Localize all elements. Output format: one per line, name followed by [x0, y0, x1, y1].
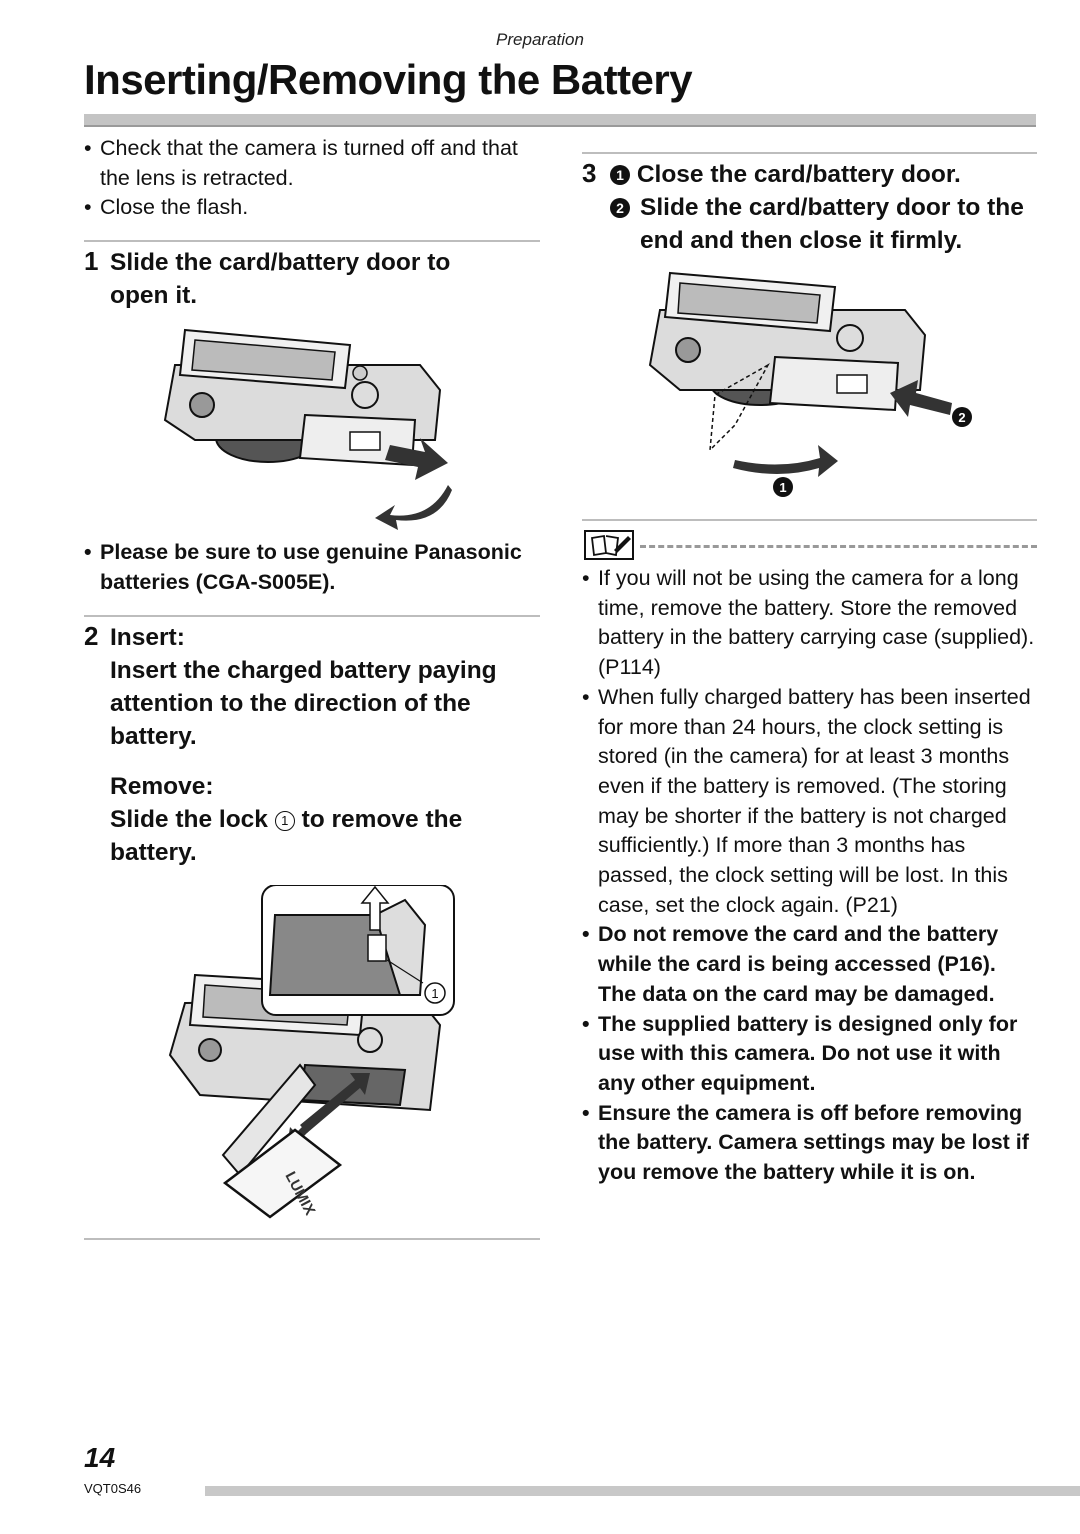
genuine-battery-note — [84, 538, 534, 597]
step2-insert-text: Insert the charged battery paying attention to the direction of the battery. — [110, 657, 497, 750]
step3-text2: Slide the card/battery door to the end and then close it firmly. — [640, 194, 1024, 254]
memo-icon — [584, 530, 634, 560]
warning-note: • Do not remove the card and the battery while the card is being accessed (P16). The data on the card may be damaged. — [582, 920, 1037, 1009]
divider — [84, 1238, 540, 1240]
step3-marker2-wrap — [610, 191, 630, 224]
note-item: • When fully charged battery has been inserted for more than 24 hours, the clock setting is stored (in the camera) for at least 3 months even if the battery is removed. (The storing may be shorter if the battery is not charged sufficiently.) If more than 3 months has passed, the clock setting will be lost. In this case, set the clock again. (P21) — [582, 683, 1037, 921]
remove-text-post: to remove the battery. — [110, 806, 463, 866]
step3-marker2: 2 — [610, 198, 630, 218]
intro-bullets — [84, 134, 534, 223]
title-underline-shadow — [84, 125, 1036, 127]
memo-dashed-line — [640, 545, 1037, 548]
intro-bullet: • Check that the camera is turned off and that the lens is retracted. — [84, 134, 534, 193]
note-item: • If you will not be using the camera for a long time, remove the battery. Store the removed battery in the battery carrying case (supplied). (P114) — [582, 564, 1037, 683]
step3-marker1: 1 — [610, 165, 630, 185]
divider — [582, 519, 1037, 521]
page-number: 14 — [84, 1442, 116, 1473]
divider — [84, 240, 540, 242]
camera-close-door-figure — [640, 265, 980, 505]
step2-insert-label: Insert: — [110, 624, 185, 651]
notes-list — [582, 564, 1037, 1188]
lock-callout: 1 — [431, 986, 439, 1001]
section-label: Preparation — [496, 30, 584, 49]
step2-remove-text — [110, 803, 540, 869]
step2-number: 2 — [84, 621, 99, 651]
footer-bar — [205, 1486, 1080, 1496]
page-title: Inserting/Removing the Battery — [84, 56, 693, 103]
lock-marker: 1 — [275, 811, 295, 831]
fig-marker-1: 1 — [779, 480, 787, 495]
battery-brand-label: LUMIX — [281, 1168, 319, 1219]
divider — [84, 615, 540, 617]
fig-marker-2: 2 — [958, 410, 966, 425]
document-code: VQT0S46 — [84, 1481, 142, 1496]
step2-remove-label: Remove: — [110, 773, 214, 800]
divider — [582, 152, 1037, 154]
intro-bullet: • Close the flash. — [84, 193, 534, 223]
remove-text-pre: Slide the lock — [110, 806, 268, 833]
step1-text: Slide the card/battery door to open it. — [110, 249, 451, 309]
battery-insert-figure — [165, 885, 460, 1220]
step1-number: 1 — [84, 246, 99, 276]
step3-number: 3 — [582, 158, 597, 188]
title-underline — [84, 114, 1036, 125]
step3-line1 — [610, 158, 1040, 191]
warning-note: • The supplied battery is designed only for use with this camera. Do not use it with any other equipment. — [582, 1010, 1037, 1099]
camera-open-door-figure — [150, 320, 460, 535]
note-item: • Please be sure to use genuine Panasonic batteries (CGA-S005E). — [84, 538, 534, 597]
step3-text1: Close the card/battery door. — [636, 161, 961, 188]
warning-note: • Ensure the camera is off before removing the battery. Camera settings may be lost if you remove the battery while it is on. — [582, 1099, 1037, 1188]
